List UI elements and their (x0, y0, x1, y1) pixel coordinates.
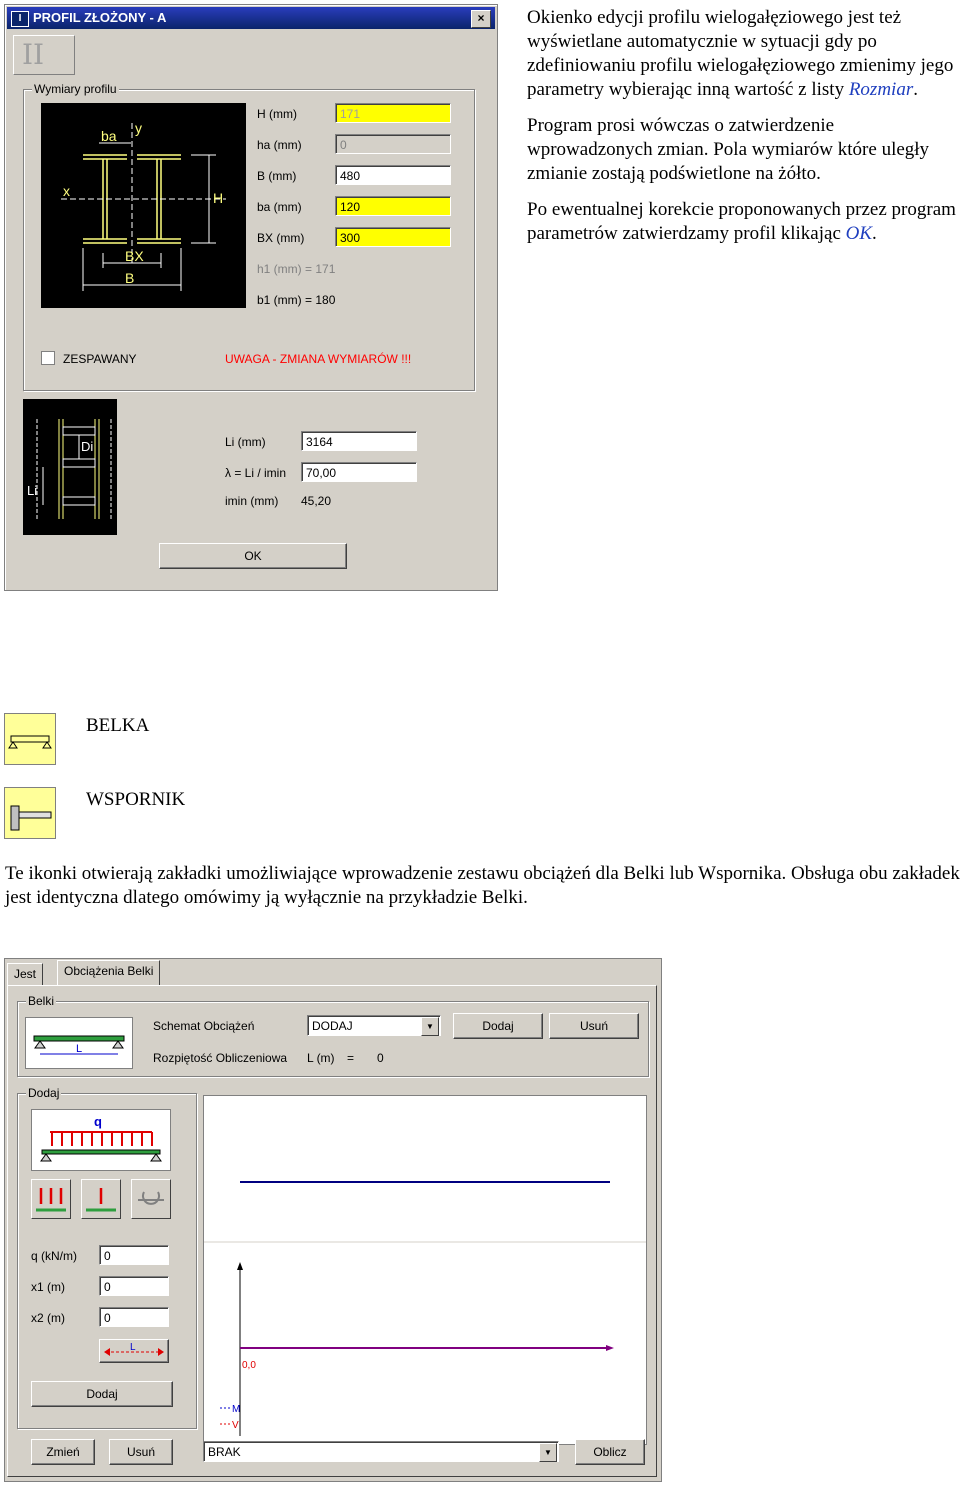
field-label-ba: ba (mm) (257, 200, 302, 214)
dodaj-load-button[interactable]: Dodaj (31, 1381, 173, 1407)
diagram-area (203, 1095, 647, 1445)
q-label: q (kN/m) (31, 1249, 77, 1263)
belka-icon[interactable] (4, 713, 56, 765)
wspornik-label: WSPORNIK (86, 789, 186, 810)
diagram-label-ba: ba (101, 128, 117, 144)
legend-M-label: M (232, 1404, 241, 1415)
belki-group-label: Belki (28, 994, 55, 1008)
description-p3-end: . (872, 223, 877, 244)
wspornik-icon[interactable] (4, 787, 56, 839)
imin-value: 45,20 (301, 494, 332, 508)
distributed-load-icon (32, 1110, 170, 1170)
ok-link[interactable]: OK (845, 223, 873, 244)
field-ba-input[interactable]: 120 (335, 196, 451, 216)
x2-input[interactable]: 0 (99, 1307, 169, 1327)
ok-button[interactable]: OK (159, 543, 347, 569)
zespawany-label: ZESPAWANY (63, 352, 137, 366)
beam-diagram (204, 1096, 646, 1444)
profile-icon: I (11, 11, 29, 27)
dialog-titlebar[interactable] (7, 7, 495, 29)
q-symbol: q (94, 1114, 102, 1129)
beam-loads-dialog (4, 958, 662, 1482)
description-p3-text: Po ewentualnej korekcie proponowanych przez program parametrów zatwierdzamy profil klikając (527, 199, 956, 244)
h1-value-text: h1 (mm) = 171 (257, 262, 336, 276)
rozmiar-link[interactable]: Rozmiar (848, 79, 914, 100)
lambda-input[interactable]: 70,00 (301, 462, 417, 482)
field-H-input[interactable]: 171 (335, 103, 451, 123)
belka-label: BELKA (86, 715, 150, 736)
warning-text: UWAGA - ZMIANA WYMIARÓW !!! (225, 352, 412, 366)
field-label-H: H (mm) (257, 107, 297, 121)
diagram-label-y: y (135, 120, 142, 136)
distributed-load-preview (31, 1109, 171, 1171)
beam-scheme-icon (26, 1018, 132, 1068)
imin-label: imin (mm) (225, 494, 279, 508)
point-load-icon (82, 1180, 120, 1218)
rozpietosc-unit-label: L (m) (307, 1051, 335, 1065)
oblicz-button[interactable]: Oblicz (575, 1439, 645, 1465)
diagram-label-x: x (63, 183, 70, 199)
paragraph-tabs-info: Te ikonki otwierają zakładki umożliwiające wprowadzenie zestawu obciążeń dla Belki lub Wspornika. Obsługa obu zakładek jest identyczna dlatego omówimy ją wyłącznie na przykładzie Belki. (5, 863, 960, 908)
x2-label: x2 (m) (31, 1311, 65, 1325)
member-diagram (23, 399, 117, 535)
double-i-profile-icon (41, 103, 246, 308)
lacing-diagram-icon (23, 399, 117, 535)
li-label: Li (mm) (225, 435, 266, 449)
usun-load-button[interactable]: Usuń (109, 1439, 173, 1465)
description-p2: Program prosi wówczas o zatwierdzenie wprowadzonych zmian. Pola wymiarów które uległy zmianie zostają podświetlone na żółto. (527, 115, 930, 184)
usun-schemat-button[interactable]: Usuń (549, 1013, 639, 1039)
q-input[interactable]: 0 (99, 1245, 169, 1265)
diagram-label-Li: Li (27, 483, 38, 498)
diagram-label-BX: BX (125, 248, 144, 264)
dimension-arrow-icon (100, 1340, 168, 1362)
beam-scheme-preview (25, 1017, 133, 1069)
x-axis-arrow (606, 1345, 614, 1351)
dimensions-group-label: Wymiary profilu (34, 82, 117, 96)
tab-obciazenia-belki[interactable]: Obciążenia Belki (57, 960, 160, 986)
zero-label: 0,0 (242, 1360, 256, 1371)
description-p1-text: Okienko edycji profilu wielogałęziowego jest też wyświetlane automatycznie w sytuacji gdy po zdefiniowaniu profilu wielogałęziowego zmienimy jego parametry wybierając inną wartość z listy (527, 7, 954, 100)
schemat-label: Schemat Obciążeń (153, 1019, 255, 1033)
tab-jest[interactable]: Jest (7, 963, 43, 985)
distributed-load-button[interactable] (31, 1179, 71, 1219)
x1-input[interactable]: 0 (99, 1276, 169, 1296)
rozpietosc-label: Rozpiętość Obliczeniowa (153, 1051, 288, 1065)
chevron-down-icon[interactable]: ▼ (539, 1443, 557, 1462)
moment-load-button[interactable] (131, 1179, 171, 1219)
schemat-combo[interactable] (307, 1015, 441, 1036)
description-block (527, 6, 957, 246)
field-BX-input[interactable]: 300 (335, 227, 451, 247)
description-p1-end: . (913, 79, 918, 100)
dialog-title: PROFIL ZŁOŻONY - A (33, 10, 167, 25)
zespawany-checkbox[interactable] (41, 351, 55, 365)
field-B-input[interactable]: 480 (335, 165, 451, 185)
li-input[interactable]: 3164 (301, 431, 417, 451)
diagram-label-Di: Di (81, 439, 94, 454)
lambda-label: λ = Li / imin (225, 466, 287, 480)
point-load-button[interactable] (81, 1179, 121, 1219)
field-label-ha: ha (mm) (257, 138, 302, 152)
field-label-BX: BX (mm) (257, 231, 305, 245)
load-list-value: BRAK (208, 1445, 241, 1459)
x1-label: x1 (m) (31, 1280, 65, 1294)
field-ha-input[interactable]: 0 (335, 134, 451, 154)
rozpietosc-value: 0 (377, 1051, 384, 1065)
y-axis-arrow (237, 1262, 243, 1270)
zmien-button[interactable]: Zmień (31, 1439, 95, 1465)
beam-L-label: L (76, 1043, 83, 1055)
profile-dialog (4, 4, 498, 591)
rozpietosc-eq: = (347, 1051, 355, 1065)
schemat-combo-value: DODAJ (312, 1019, 353, 1033)
dodaj-group-label: Dodaj (28, 1086, 60, 1100)
profile-diagram (41, 103, 246, 308)
chevron-down-icon[interactable]: ▼ (421, 1017, 439, 1036)
diagram-label-H: H (213, 190, 224, 206)
description-p1 (527, 6, 957, 102)
distributed-load-small-icon (32, 1180, 70, 1218)
span-length-button[interactable] (99, 1339, 169, 1363)
dim-L-label: L (130, 1342, 136, 1353)
load-list-combo[interactable] (203, 1441, 559, 1462)
toolbar-profile-button[interactable] (13, 35, 75, 75)
legend-V-label: V (232, 1420, 239, 1431)
description-p3 (527, 198, 957, 246)
b1-value-text: b1 (mm) = 180 (257, 293, 336, 307)
dodaj-schemat-button[interactable]: Dodaj (453, 1013, 543, 1039)
double-t-icon: II (22, 38, 45, 71)
close-button[interactable]: × (471, 10, 491, 28)
field-label-B: B (mm) (257, 169, 297, 183)
moment-icon (132, 1180, 170, 1218)
diagram-label-B: B (125, 270, 135, 286)
